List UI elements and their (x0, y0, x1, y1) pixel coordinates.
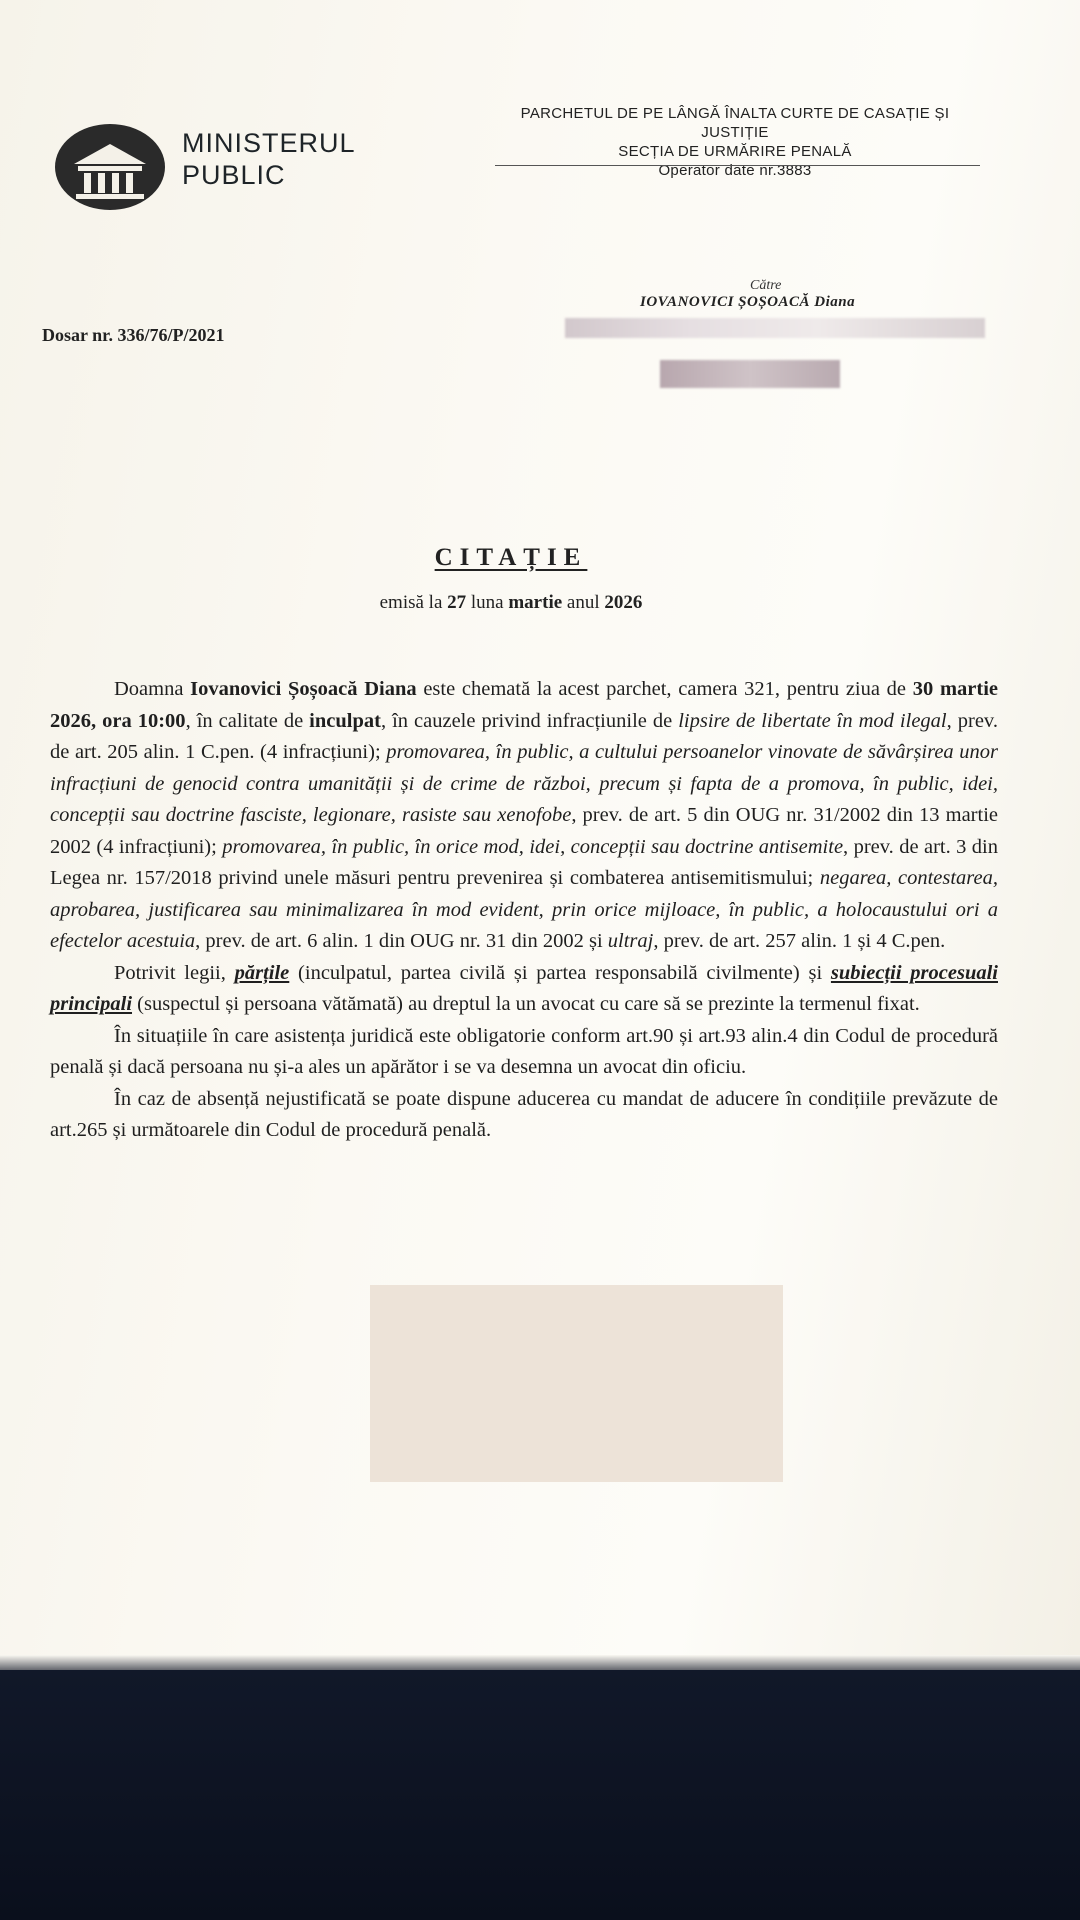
paragraph-absence: În caz de absență nejustificată se poate dispune aducerea cu mandat de aducere în condițiile prevăzute de art.265 și următoarele din Codul de procedură penală. (50, 1087, 998, 1141)
document-title: CITAȚIE (434, 544, 588, 571)
issuer-line2: JUSTIȚIE (701, 124, 769, 141)
case-number: Dosar nr. 336/76/P/2021 (42, 325, 225, 345)
paragraph-rights: Potrivit legii, părțile (inculpatul, partea civilă și partea responsabilă civilmente) și subiecții procesuali principali (suspectul și persoana vătămată) au dreptul la un avocat cu care să se prezinte la termenul fixat. (50, 961, 998, 1015)
issuer-line1: PARCHETUL DE PE LÂNGĂ ÎNALTA CURTE DE CASAȚIE ȘI (520, 105, 950, 122)
redacted-address (565, 318, 985, 338)
issuer-header (465, 104, 1005, 180)
summons-body (50, 674, 998, 1147)
issuer-line4: Operator date nr.3883 (658, 162, 812, 179)
recipient-name: IOVANOVICI ȘOȘOACĂ Diana (640, 294, 856, 310)
ministry-building-icon (54, 122, 166, 212)
issue-date: emisă la 27 luna martie anul 2026 (379, 592, 643, 613)
recipient-label: Către (750, 278, 782, 293)
institution-name-line1: MINISTERUL (182, 128, 356, 158)
paragraph-summons: Doamna Iovanovici Șoșoacă Diana este chemată la acest parchet, camera 321, pentru ziua de 30 martie 2026, ora 10:00, în calitate de inculpat, în cauzele privind infracțiunile de lipsire de libertate în mod ilegal, prev. de art. 205 alin. 1 C.pen. (4 infracțiuni); promovarea, în public, a cultului persoanelor vinovate de săvârșirea unor infracțiuni de genocid contra umanității și de crime de război, precum și fapta de a promova, în public, idei, concepții sau doctrine fasciste, legionare, rasiste sau xenofobe, prev. de art. 5 din OUG nr. 31/2002 din 13 martie 2002 (4 infracțiuni); promovarea, în public, în orice mod, idei, concepții sau doctrine antisemite, prev. de art. 3 din Legea nr. 157/2018 privind unele măsuri pentru prevenirea și combaterea antisemitismului; negarea, contestarea, aprobarea, justificarea sau minimalizarea în mod evident, prin orice mijloace, în public, a holocaustului ori a efectelor acestuia, prev. de art. 6 alin. 1 din OUG nr. 31 din 2002 și ultraj, prev. de art. 257 alin. 1 și 4 C.pen. (50, 678, 999, 952)
redacted-city (660, 360, 840, 388)
redacted-signature-stamp (370, 1285, 783, 1482)
background-surface (0, 1670, 1080, 1920)
issuer-line3: SECȚIA DE URMĂRIRE PENALĂ (618, 143, 852, 160)
header-divider (495, 165, 980, 166)
institution-name-line2: PUBLIC (182, 160, 286, 190)
paragraph-legal-assistance: În situațiile în care asistența juridică este obligatorie conform art.90 și art.93 alin.4 din Codul de procedură penală și dacă persoana nu și-a ales un apărător i se va desemna un avocat din oficiu. (50, 1024, 998, 1078)
institution-name (182, 127, 356, 191)
